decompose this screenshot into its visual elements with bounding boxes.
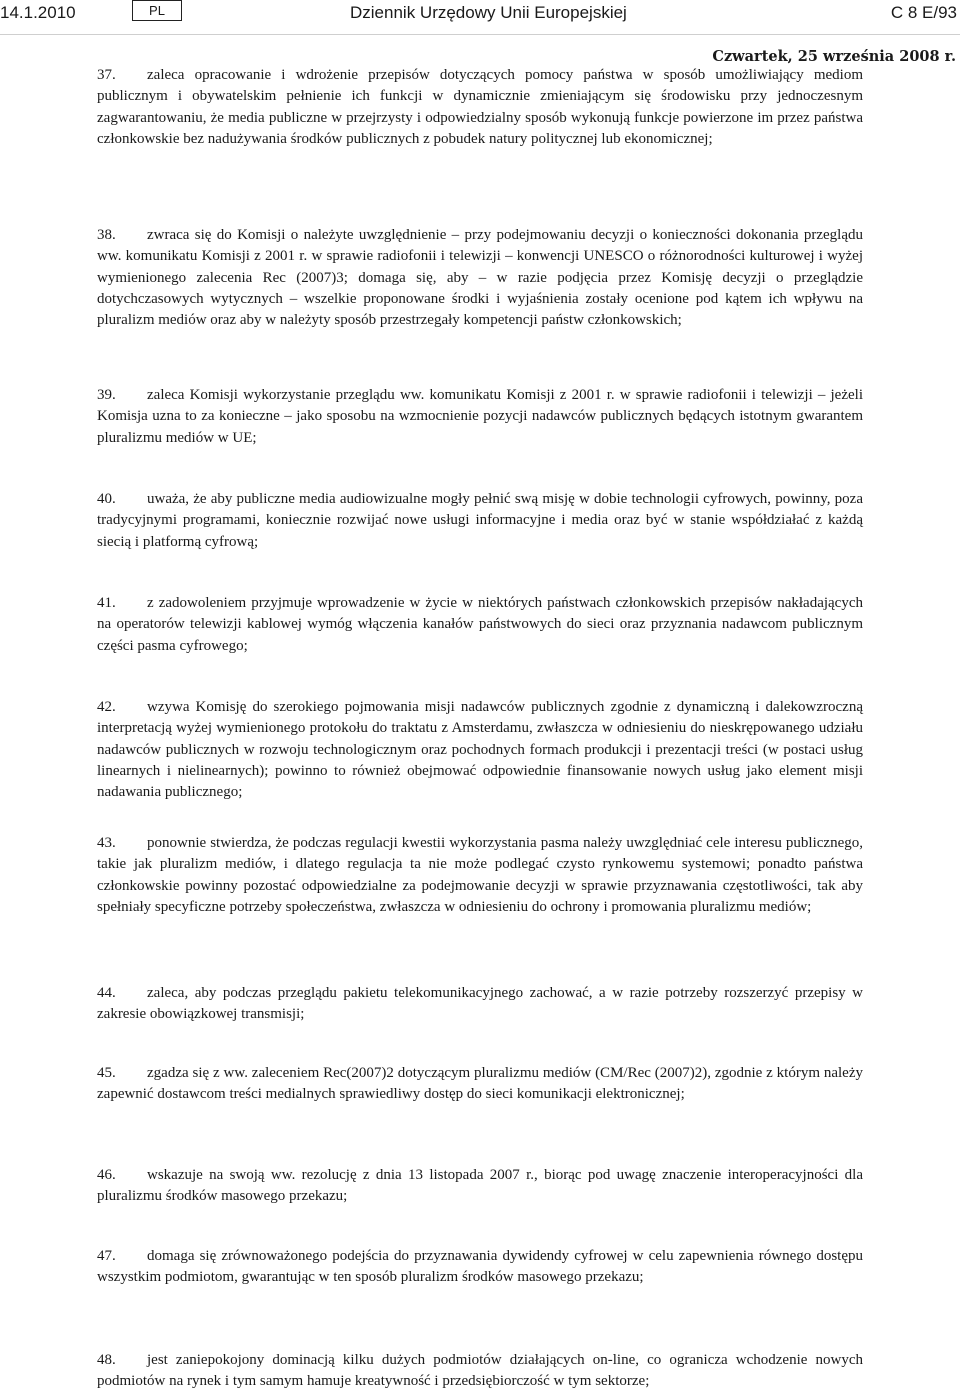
paragraph-number: 41. [97, 595, 116, 611]
paragraph-number: 37. [97, 67, 116, 83]
paragraph-text: zaleca Komisji wykorzystanie przeglądu ww. komunikatu Komisji z 2001 r. w sprawie radiofonii i telewizji – jeżeli Komisja uzna to za konieczne – jako sposobu na wzmocnienie pozycji nadawców publicznych będących istotnym gwarantem pluralizmu mediów w UE; [97, 387, 863, 446]
paragraph-number: 47. [97, 1248, 116, 1264]
paragraph-text: ponownie stwierdza, że podczas regulacji kwestii wykorzystania pasma należy uwzględniać cele interesu publicznego, takie jak pluralizm mediów, i dlatego regulacja ta nie może podlegać czysto rynkowemu systemowi; ponadto państwa członkowskie powinny pozostać odpowiedzialne za podejmowanie decyzji w sprawie przyznawania częstotliwości, tak aby spełniały specyficzne potrzeby społeczeństwa, zwłaszcza w odniesieniu do ochrony i promowania pluralizmu mediów; [97, 835, 863, 915]
paragraph-37 [97, 65, 863, 150]
paragraph-text: zaleca, aby podczas przeglądu pakietu telekomunikacyjnego zachować, a w razie potrzeby rozszerzyć przepisy w zakresie obowiązkowej transmisji; [97, 985, 863, 1023]
paragraph-text: uważa, że aby publiczne media audiowizualne mogły pełnić swą misję w dobie technologii cyfrowych, powinny, poza tradycyjnymi programami, koniecznie rozwijać nowe usługi informacyjne i media oraz być w stanie współdziałać z każdą siecią i platformą cyfrową; [97, 491, 863, 550]
paragraph-44 [97, 983, 863, 1026]
paragraph-text: zgadza się z ww. zaleceniem Rec(2007)2 dotyczącym pluralizmu mediów (CM/Rec (2007)2), zgodnie z którym należy zapewnić dostawcom treści medialnych sprawiedliwy dostęp do sieci komunikacji elektronicznej; [97, 1065, 863, 1103]
paragraph-number: 43. [97, 835, 116, 851]
paragraph-39 [97, 385, 863, 449]
paragraph-38 [97, 225, 863, 331]
session-date: Czwartek, 25 września 2008 r. [712, 48, 956, 65]
paragraph-number: 38. [97, 227, 116, 243]
publication-date: 14.1.2010 [0, 3, 76, 22]
paragraph-text: zaleca opracowanie i wdrożenie przepisów dotyczących pomocy państwa w sposób umożliwiający mediom publicznym i obywatelskim pełnienie ich funkcji w dynamicznie zmieniającym się środowisku przy jednoczesnym zagwarantowaniu, że media publiczne w przejrzysty i odpowiedzialny sposób wykonują funkcje powierzone im przez państwa członkowskie bez nadużywania środków publicznych z pobudek natury politycznej lub ekonomicznej; [97, 67, 863, 147]
paragraph-41 [97, 593, 863, 657]
page-reference: C 8 E/93 [890, 3, 957, 22]
paragraph-text: jest zaniepokojony dominacją kilku dużych podmiotów działających on-line, co ogranicza wchodzenie nowych podmiotów na rynek i tym samym hamuje kreatywność i przedsiębiorczość w tym sektorze; [97, 1352, 863, 1390]
page-header [0, 0, 960, 35]
paragraph-number: 39. [97, 387, 116, 403]
journal-title: Dziennik Urzędowy Unii Europejskiej [350, 3, 627, 22]
paragraph-text: wskazuje na swoją ww. rezolucję z dnia 13 listopada 2007 r., biorąc pod uwagę znaczenie interoperacyjności dla pluralizmu środków masowego przekazu; [97, 1167, 863, 1205]
paragraph-text: zwraca się do Komisji o należyte uwzględnienie – przy podejmowaniu decyzji o konieczności dokonania przeglądu ww. komunikatu Komisji z 2001 r. w sprawie radiofonii i telewizji – konwencji UNESCO o różnorodności kulturowej i wyżej wymienionego zalecenia Rec (2007)3; domaga się, aby – w razie podjęcia przez Komisję decyzji o przeglądzie dotychczasowych wytycznych – wszelkie proponowane środki i wyjaśnienia zostały ocenione pod kątem ich wpływu na pluralizm mediów oraz aby w należyty sposób przestrzegały kompetencji państw członkowskich; [97, 227, 863, 329]
paragraph-number: 48. [97, 1352, 116, 1368]
language-badge: PL [132, 0, 182, 21]
paragraph-47 [97, 1246, 863, 1289]
paragraph-48 [97, 1350, 863, 1393]
paragraph-43 [97, 833, 863, 918]
paragraph-number: 45. [97, 1065, 116, 1081]
paragraph-number: 42. [97, 699, 116, 715]
paragraph-text: z zadowoleniem przyjmuje wprowadzenie w życie w niektórych państwach członkowskich przepisów nakładających na operatorów telewizji kablowej wymóg włączenia kanałów państwowych do sieci oraz przyznania nadawcom publicznym części pasma cyfrowego; [97, 595, 863, 654]
paragraph-number: 40. [97, 491, 116, 507]
paragraph-45 [97, 1063, 863, 1106]
paragraph-42 [97, 697, 863, 803]
paragraph-text: domaga się zrównoważonego podejścia do przyznawania dywidendy cyfrowej w celu zapewnienia równego dostępu wszystkim podmiotom, gwarantując w ten sposób pluralizm środków masowego przekazu; [97, 1248, 863, 1286]
paragraph-40 [97, 489, 863, 553]
paragraph-number: 46. [97, 1167, 116, 1183]
paragraph-number: 44. [97, 985, 116, 1001]
paragraph-46 [97, 1165, 863, 1208]
paragraph-text: wzywa Komisję do szerokiego pojmowania misji nadawców publicznych zgodnie z dynamiczną i dalekowzroczną interpretacją wyżej wymienionego protokołu do traktatu z Amsterdamu, zwłaszcza w odniesieniu do nieskrępowanego udziału nadawców publicznych w rozwoju technologicznym oraz pochodnych formach produkcji i prezentacji treści (w postaci usług linearnych i nielinearnych); powinno to również obejmować odpowiednie finansowanie nowych usług jako element misji nadawania publicznego; [97, 699, 863, 801]
